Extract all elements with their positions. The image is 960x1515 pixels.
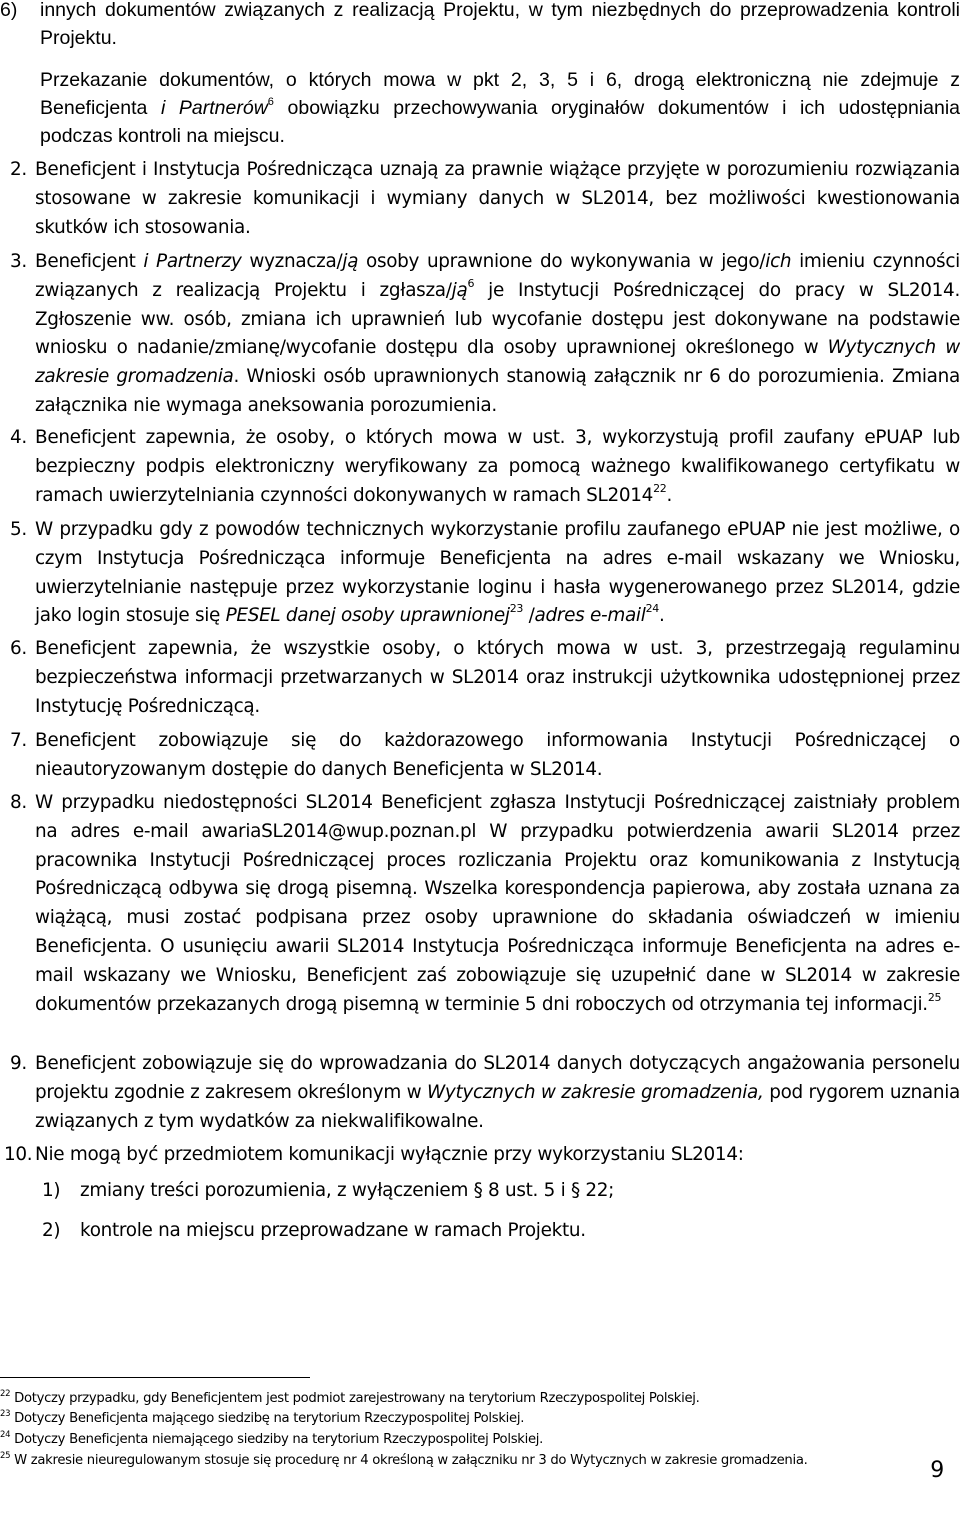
list-item-6	[0, 635, 960, 721]
list-item-3	[0, 248, 960, 421]
list-item-2	[0, 156, 960, 242]
footnote-separator	[0, 1377, 310, 1378]
footnote-ref: 22	[653, 481, 667, 495]
footnote-ref: 6	[467, 276, 475, 290]
footnote-number: 24	[0, 1430, 11, 1440]
sub-item-text: kontrole na miejscu przeprowadzane w ramach Projektu.	[80, 1220, 586, 1241]
list-item-number: 6.	[10, 638, 27, 659]
list-item-text: innych dokumentów związanych z realizacją Projektu, w tym niezbędnych do przeprowadzenia kontroli Projektu.	[40, 0, 960, 49]
list-item-number: 2.	[10, 159, 27, 180]
footnote-22	[0, 1389, 960, 1408]
sub-item-number: 2)	[42, 1220, 61, 1241]
sub-item-number: 1)	[42, 1180, 61, 1201]
list-item-text: Beneficjent zapewnia, że wszystkie osoby, o których mowa w ust. 3, przestrzegają regulaminu bezpieczeństwa informacji przetwarzanych w SL2014 oraz instrukcji użytkownika udostępnionej przez Instytucję Pośredniczącą.	[35, 638, 960, 717]
footnote-number: 23	[0, 1409, 11, 1419]
footnote-ref: 23	[509, 602, 524, 616]
list-item-10	[0, 1141, 960, 1170]
list-item-6-documents	[0, 0, 960, 52]
list-item-4	[0, 424, 960, 510]
list-item-text: W przypadku gdy z powodów technicznych wykorzystanie profilu zaufanego ePUAP nie jest możliwe, o czym Instytucja Pośrednicząca informuje Beneficjenta na adres e-mail wskazany we Wniosku, uwierzytelnianie następuje przez wykorzystanie loginu i hasła wygenerowanego przez SL2014, gdzie jako login stosuje się PESEL danej osoby uprawnionej$^{23}$ /adres e-mail$^{24}$.	[35, 519, 960, 627]
footnote-ref: 25	[927, 990, 942, 1004]
list-item-number: 10.	[4, 1144, 33, 1165]
list-item-text: W przypadku niedostępności SL2014 Beneficjent zgłasza Instytucji Pośredniczącej zaistniały problem na adres e-mail awariaSL2014@wup.poznan.pl W przypadku potwierdzenia awarii SL2014 przez pracownika Instytucji Pośredniczącej proces rozliczania Projektu oraz komunikowania z Instytucją Pośredniczącą odbywa się drogą pisemną. Wszelka korespondencja papierowa, aby została uznana za wiążącą, musi zostać podpisana przez osoby uprawnione do składania oświadczeń w imieniu Beneficjenta. O usunięciu awarii SL2014 Instytucja Pośrednicząca informuje Beneficjenta na adres e-mail wskazany we Wniosku, Beneficjent zaś zobowiązuje się uzupełnić dane w SL2014 w zakresie dokumentów przekazanych drogą pisemną w terminie 5 dni roboczych od otrzymania tej informacji.$^{25}$	[35, 792, 960, 1015]
footnote-ref: 24	[645, 602, 659, 616]
list-item-number: 6)	[0, 0, 18, 21]
list-item-text: Beneficjent zobowiązuje się do wprowadzania do SL2014 danych dotyczących angażowania personelu projektu zgodnie z zakresem określonym w Wytycznych w zakresie gromadzenia, pod rygorem uznania związanych z tym wydatków za niekwalifikowalne.	[35, 1053, 960, 1132]
footnote-24	[0, 1430, 960, 1449]
list-item-number: 5.	[10, 519, 27, 540]
list-item-number: 4.	[10, 427, 27, 448]
page-number: 9	[930, 1458, 944, 1483]
list-item-number: 8.	[10, 792, 27, 813]
footnote-23	[0, 1409, 960, 1428]
footnote-text: Dotyczy Beneficjenta niemającego siedziby na terytorium Rzeczypospolitej Polskiej.	[10, 1432, 544, 1447]
transfer-paragraph	[40, 66, 960, 150]
list-item-text: Beneficjent zobowiązuje się do każdorazowego informowania Instytucji Pośredniczącej o nieautoryzowanym dostępie do danych Beneficjenta w SL2014.	[35, 730, 960, 780]
sub-item-2	[42, 1217, 586, 1245]
list-item-text: Beneficjent i Instytucja Pośrednicząca uznają za prawnie wiążące przyjęte w porozumieniu rozwiązania stosowane w zakresie komunikacji i wymiany danych w SL2014, bez możliwości kwestionowania skutków ich stosowania.	[35, 159, 960, 238]
list-item-text: Beneficjent zapewnia, że osoby, o których mowa w ust. 3, wykorzystują profil zaufany ePUAP lub bezpieczny podpis elektroniczny weryfikowany za pomocą ważnego kwalifikowanego certyfikatu w ramach uwierzytelniania czynności dokonywanych w ramach SL2014$^{22}$.	[35, 427, 960, 506]
list-item-text: Beneficjent i Partnerzy wyznacza/ją osoby uprawnione do wykonywania w jego/ich imieniu czynności związanych z realizacją Projektu i zgłasza/$ją^6$ je Instytucji Pośredniczącej do pracy w SL2014. Zgłoszenie ww. osób, zmiana ich uprawnień lub wycofanie dostępu jest dokonywane na podstawie wniosku o nadanie/zmianę/wycofanie dostępu dla osoby uprawnionej określonego w Wytycznych w zakresie gromadzenia. Wnioski osób uprawnionych stanowią załącznik nr 6 do porozumienia. Zmiana załącznika nie wymaga aneksowania porozumienia.	[35, 251, 960, 416]
list-item-5	[0, 516, 960, 631]
list-item-9	[0, 1050, 960, 1136]
paragraph-text: Przekazanie dokumentów, o których mowa w pkt 2, 3, 5 i 6, drogą elektroniczną nie zdejmuje z Beneficjenta i Partnerów$^6$ obowiązku przechowywania oryginałów dokumentów i ich udostępniania podczas kontroli na miejscu.	[40, 69, 960, 147]
footnote-text: Dotyczy przypadku, gdy Beneficjentem jest podmiot zarejestrowany na terytorium Rzeczypospolitej Polskiej.	[10, 1391, 700, 1406]
list-item-number: 9.	[10, 1053, 27, 1074]
footnote-ref: 6	[267, 96, 274, 108]
list-item-number: 7.	[10, 730, 27, 751]
list-item-8	[0, 789, 960, 1019]
list-item-text: Nie mogą być przedmiotem komunikacji wyłącznie przy wykorzystaniu SL2014:	[35, 1144, 744, 1165]
list-item-number: 3.	[10, 251, 27, 272]
sub-item-1	[42, 1177, 614, 1205]
footnote-25	[0, 1451, 960, 1470]
list-item-7	[0, 727, 960, 785]
footnote-number: 22	[0, 1389, 11, 1399]
footnote-number: 25	[0, 1451, 11, 1461]
footnote-text: Dotyczy Beneficjenta mającego siedzibę na terytorium Rzeczypospolitej Polskiej.	[10, 1411, 525, 1426]
footnote-text: W zakresie nieuregulowanym stosuje się procedurę nr 4 określoną w załączniku nr 3 do Wytycznych w zakresie gromadzenia.	[10, 1453, 808, 1468]
sub-item-text: zmiany treści porozumienia, z wyłączeniem § 8 ust. 5 i § 22;	[80, 1180, 615, 1201]
